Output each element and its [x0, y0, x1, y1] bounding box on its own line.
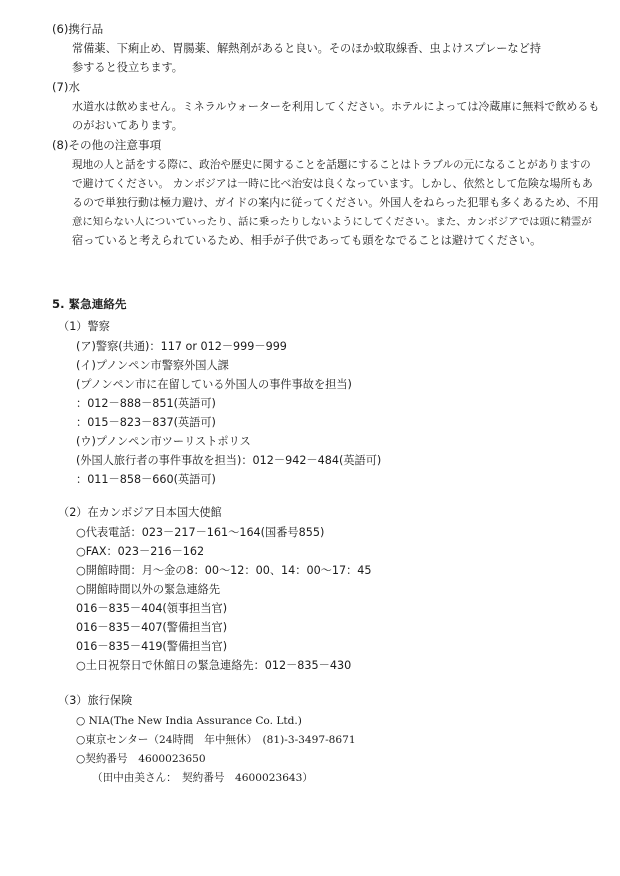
police-line: ：015－823－837(英語可) [76, 416, 216, 429]
section-7-heading: (7)水 [52, 80, 81, 94]
police-line: ：011－858－660(英語可) [76, 473, 216, 486]
police-line: (外国人旅行者の事件事故を担当)：012－942－484(英語可) [76, 454, 382, 467]
section-8-heading: (8)その他の注意事項 [52, 138, 162, 152]
embassy-line: ○開館時間：月～金の8：00～12：00、14：00～17：45 [76, 564, 372, 577]
police-line: (イ)プノンペン市警察外国人課 [76, 359, 229, 372]
embassy-line: 016－835－407(警備担当官) [76, 621, 228, 634]
embassy-line: ○開館時間以外の緊急連絡先 [76, 583, 221, 596]
section-8-line: 意に知らない人についていったり、話に乗ったりしないようにしてください。また、カンボジアでは頭に精霊が [72, 216, 592, 228]
section-6-line: 常備薬、下痢止め、胃腸薬、解熱剤があると良い。そのほか蚊取線香、虫よけスプレーなど持 [72, 42, 541, 55]
insurance-line: （田中由美さん： 契約番号 4600023643） [92, 772, 314, 784]
police-line: (プノンペン市に在留している外国人の事件事故を担当) [76, 378, 352, 391]
section-8-line: るので単独行動は極力避け、ガイドの案内に従ってください。外国人をねらった犯罪も多くあるため、不用 [72, 196, 599, 209]
section-7-line: 水道水は飲めません。ミネラルウォーターを利用してください。ホテルによっては冷蔵庫に無料で飲めるも [72, 100, 600, 113]
police-heading: （1）警察 [58, 320, 110, 333]
section-8-line: で避けてください。 カンボジアは一時に比べ治安は良くなっています。しかし、依然として危険な場所もあ [72, 177, 593, 190]
embassy-line: 016－835－404(領事担当官) [76, 602, 228, 615]
section-6-heading: (6)携行品 [52, 22, 104, 36]
police-line: (ウ)プノンペン市ツーリストポリス [76, 435, 251, 448]
section-8-line: 現地の人と話をする際に、政治や歴史に関することを話題にすることはトラブルの元になることがありますの [72, 159, 591, 171]
embassy-line: ○FAX：023－216－162 [76, 545, 205, 558]
embassy-line: 016－835－419(警備担当官) [76, 640, 228, 653]
section-6-line: 参すると役立ちます。 [72, 61, 183, 74]
embassy-heading: （2）在カンボジア日本国大使館 [58, 506, 222, 519]
embassy-line: ○代表電話：023－217－161～164(国番号855) [76, 526, 325, 539]
insurance-line: ○契約番号 4600023650 [76, 753, 206, 765]
police-line: (ア)警察(共通)：117 or 012－999－999 [76, 340, 287, 353]
insurance-heading: （3）旅行保険 [58, 694, 133, 707]
section-7-line: のがおいてあります。 [72, 119, 183, 132]
emergency-title: 5. 緊急連絡先 [52, 297, 127, 311]
insurance-line: ○ NIA(The New India Assurance Co. Ltd.) [76, 715, 302, 727]
section-8-line: 宿っていると考えられているため、相手が子供であっても頭をなでることは避けてください。 [72, 234, 542, 247]
police-line: ：012－888－851(英語可) [76, 397, 216, 410]
insurance-line: ○東京センター（24時間 年中無休） (81)-3-3497-8671 [76, 734, 356, 746]
embassy-line: ○土日祝祭日で休館日の緊急連絡先：012－835－430 [76, 659, 352, 672]
